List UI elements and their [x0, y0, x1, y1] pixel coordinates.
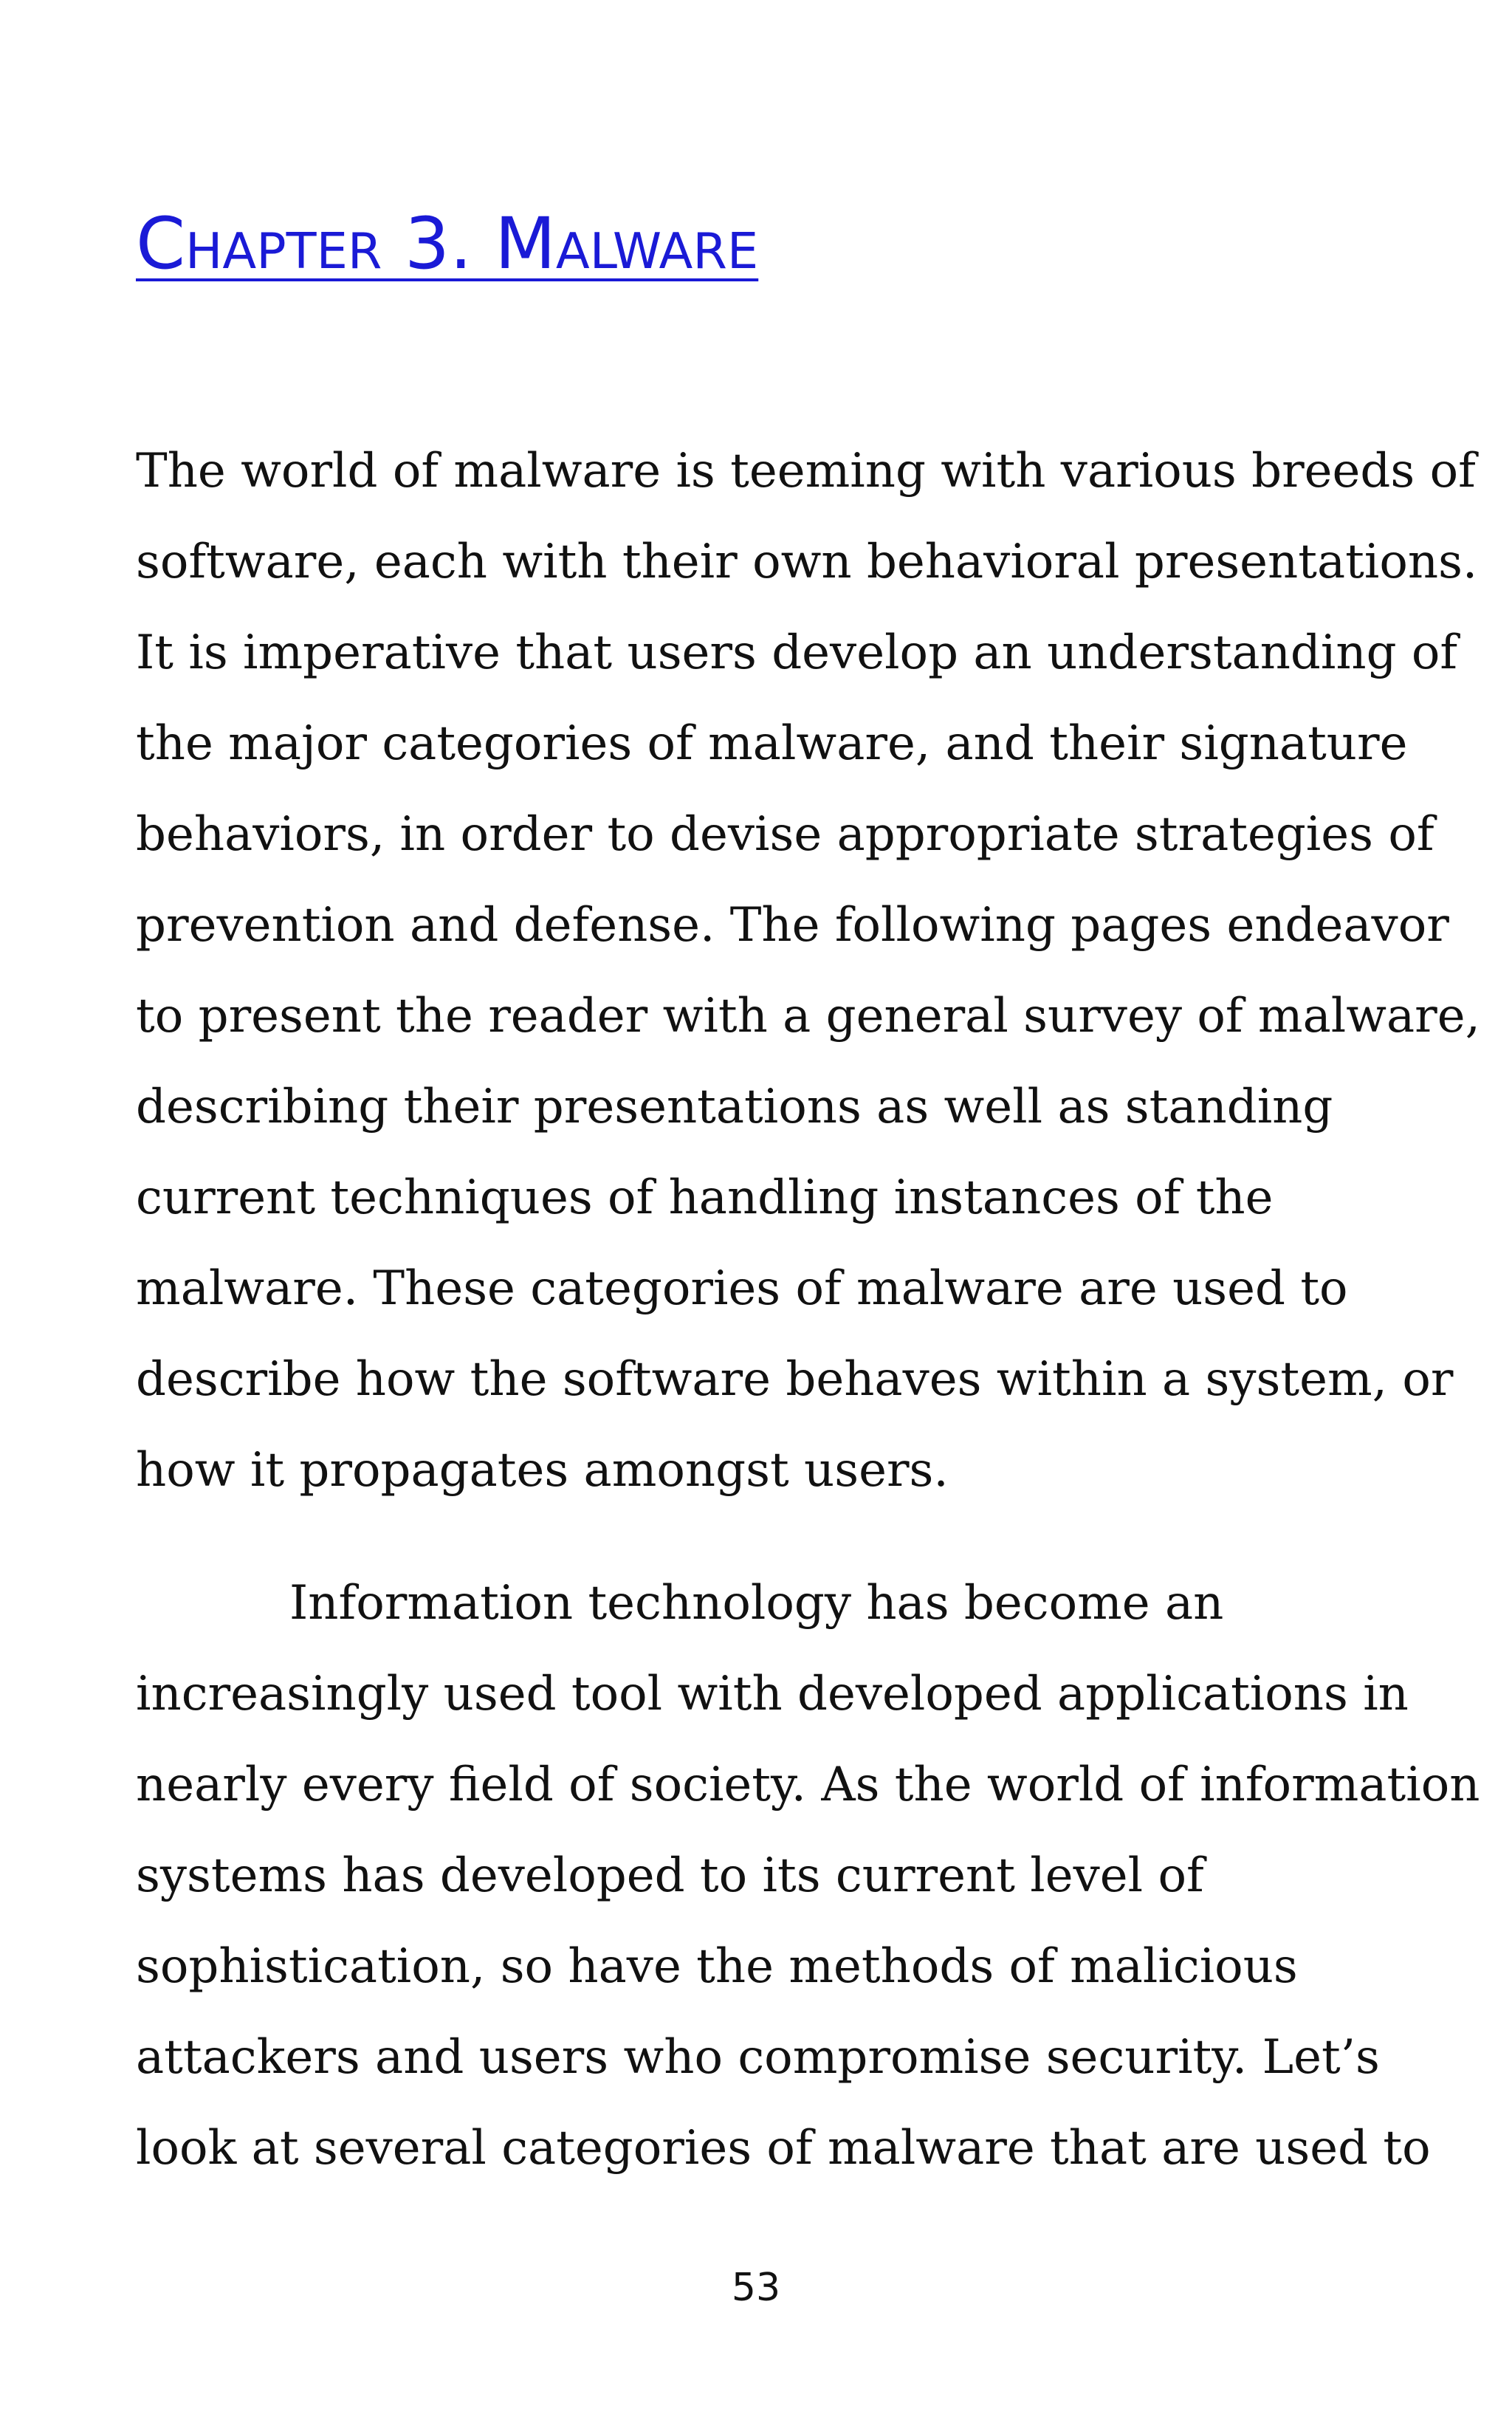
paragraph-line: Information technology has become an — [289, 1576, 1224, 1631]
paragraph-line: behaviors, in order to devise appropriate strategies of — [136, 807, 1434, 862]
paragraph-line: describe how the software behaves within a system, or — [136, 1352, 1454, 1407]
paragraph-line: prevention and defense. The following pages endeavor — [136, 898, 1449, 953]
chapter-heading — [136, 202, 759, 285]
paragraph-line: the major categories of malware, and their signature — [136, 716, 1408, 771]
chapter-heading-link[interactable]: Chapter 3. Malware — [136, 202, 759, 285]
paragraph-line: nearly every field of society. As the world of information — [136, 1758, 1480, 1812]
paragraph-line: It is imperative that users develop an understanding of — [136, 625, 1458, 680]
paragraph-2 — [136, 1558, 1480, 2194]
paragraph-line: The world of malware is teeming with various breeds of — [136, 444, 1476, 498]
paragraph-line: increasingly used tool with developed applications in — [136, 1667, 1409, 1721]
page-number: 53 — [731, 2266, 781, 2310]
paragraph-1 — [136, 426, 1480, 1516]
paragraph-line: describing their presentations as well as standing — [136, 1080, 1333, 1134]
paragraph-line: attackers and users who compromise security. Let’s — [136, 2030, 1380, 2085]
paragraph-line: to present the reader with a general survey of malware, — [136, 989, 1480, 1043]
paragraph-line: current techniques of handling instances of the — [136, 1170, 1274, 1225]
paragraph-line: look at several categories of malware that are used to — [136, 2121, 1431, 2176]
paragraph-line: sophistication, so have the methods of malicious — [136, 1939, 1298, 1994]
paragraph-line: software, each with their own behavioral presentations. — [136, 535, 1478, 589]
paragraph-line: malware. These categories of malware are used to — [136, 1261, 1348, 1316]
paragraph-line: systems has developed to its current level of — [136, 1848, 1204, 1903]
paragraph-line: how it propagates amongst users. — [136, 1443, 949, 1498]
